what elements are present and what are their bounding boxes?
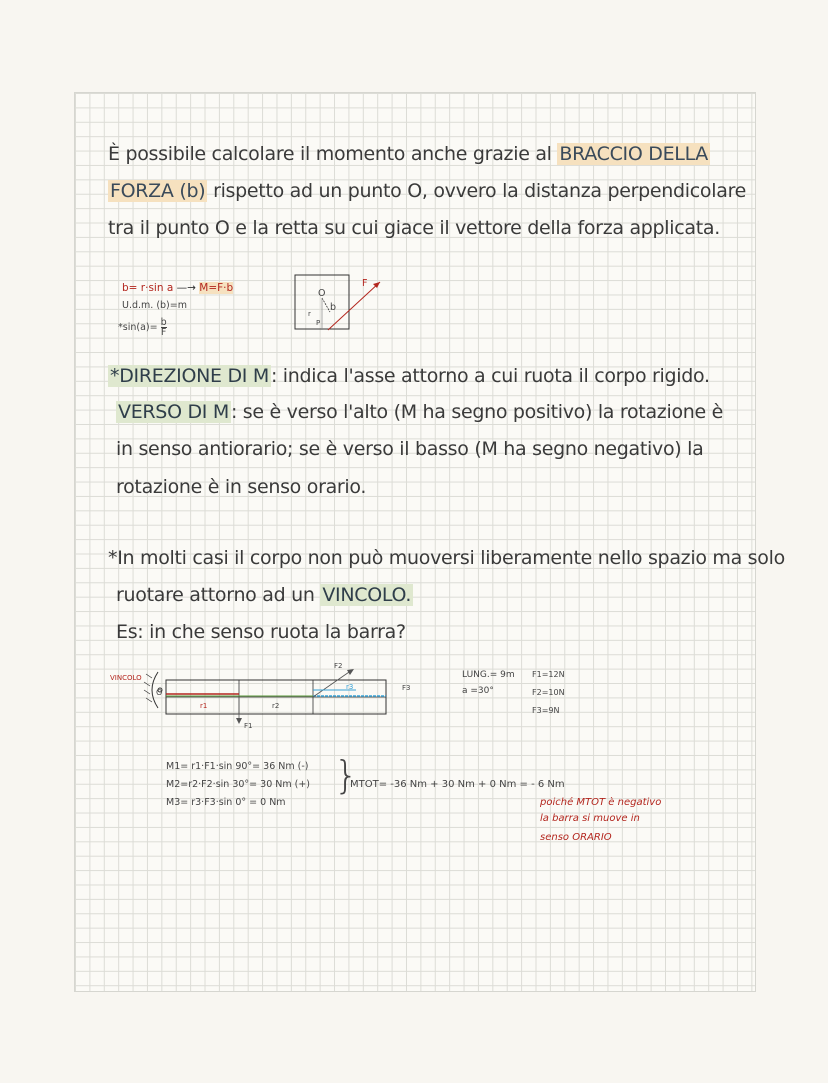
note-line-3: senso ORARIO (540, 832, 612, 843)
vincolo-line-2 (116, 584, 413, 606)
intro-line-2 (108, 180, 746, 202)
bar-diagram (108, 660, 411, 740)
vincolo-line-3: Es: in che senso ruota la barra? (116, 621, 406, 643)
note-line-2: la barra si muove in (540, 813, 640, 824)
label-b: b (330, 302, 337, 313)
fraction-denominator: F (160, 327, 167, 338)
direction-line-1 (108, 365, 710, 387)
label-f1: F1 (244, 722, 253, 730)
point-p: P (316, 319, 321, 327)
angle-value: a =30° (462, 686, 494, 696)
intro-line-1 (108, 143, 710, 165)
vector-r: r (308, 310, 311, 318)
note-line-1: poiché MTOT è negativo (540, 797, 662, 808)
verso-highlight: VERSO DI M (118, 401, 229, 423)
lever-arm-diagram (290, 270, 390, 340)
label-f2: F2 (334, 662, 343, 670)
braccio-highlight: BRACCIO DELLA (559, 143, 708, 165)
point-o: O (318, 288, 326, 299)
direzione-highlight: *DIREZIONE DI M (110, 365, 269, 387)
label-r1: r1 (200, 702, 208, 710)
direction-line-4: rotazione è in senso orario. (116, 476, 367, 498)
forza-highlight: FORZA (b) (110, 180, 206, 202)
moment-1: M1= r1·F1·sin 90°= 36 Nm (-) (166, 761, 309, 772)
intro-line-3: tra il punto O e la retta su cui giace il vettore della forza applicata. (108, 217, 720, 239)
formula-m-text: M=F·b (199, 282, 234, 294)
direction-line-3: in senso antiorario; se è verso il basso (M ha segno negativo) la (116, 438, 704, 460)
vector-f: F (362, 278, 368, 289)
fraction-numerator: b (160, 317, 167, 328)
pivot-o: O (156, 688, 163, 697)
direction-text: : indica l'asse attorno a cui ruota il corpo rigido. (270, 365, 710, 387)
label-r2: r2 (272, 702, 280, 710)
vincolo-highlight: VINCOLO. (322, 584, 412, 606)
brace: } (334, 753, 359, 797)
label-r3: r3 (346, 683, 354, 691)
moment-3: M3= r3·F3·sin 0° = 0 Nm (166, 797, 286, 808)
formula-udm: U.d.m. (b)=m (122, 300, 187, 311)
force-2-value: F2=10N (532, 688, 565, 697)
label-f3: F3 (402, 684, 411, 692)
force-1-value: F1=12N (532, 670, 565, 679)
length-value: LUNG.= 9m (462, 670, 515, 680)
moment-total (350, 779, 565, 790)
vincolo-line-1: *In molti casi il corpo non può muoversi liberamente nello spazio ma solo (108, 547, 785, 569)
formula-b-text: b= r·sin a (122, 282, 174, 294)
moment-2: M2=r2·F2·sin 30°= 30 Nm (+) (166, 779, 311, 790)
vincolo-label: VINCOLO (110, 674, 142, 682)
moment-total-text: MTOT= -36 Nm + 30 Nm + 0 Nm = - 6 Nm (350, 779, 565, 790)
vincolo-text: ruotare attorno ad un (116, 584, 321, 606)
intro-text: È possibile calcolare il momento anche grazie al (108, 143, 558, 165)
direction-line-2 (116, 401, 723, 423)
formula-sin-text: *sin(a)= (118, 322, 158, 333)
direction-text: : se è verso l'alto (M ha segno positivo) la rotazione è (230, 401, 724, 423)
formula-b: b= r·sin a —→ M=F·b (122, 282, 234, 294)
intro-text: rispetto ad un punto O, ovvero la distanza perpendicolare (207, 180, 747, 202)
force-3-value: F3=9N (532, 706, 560, 715)
formula-sin (118, 318, 167, 337)
